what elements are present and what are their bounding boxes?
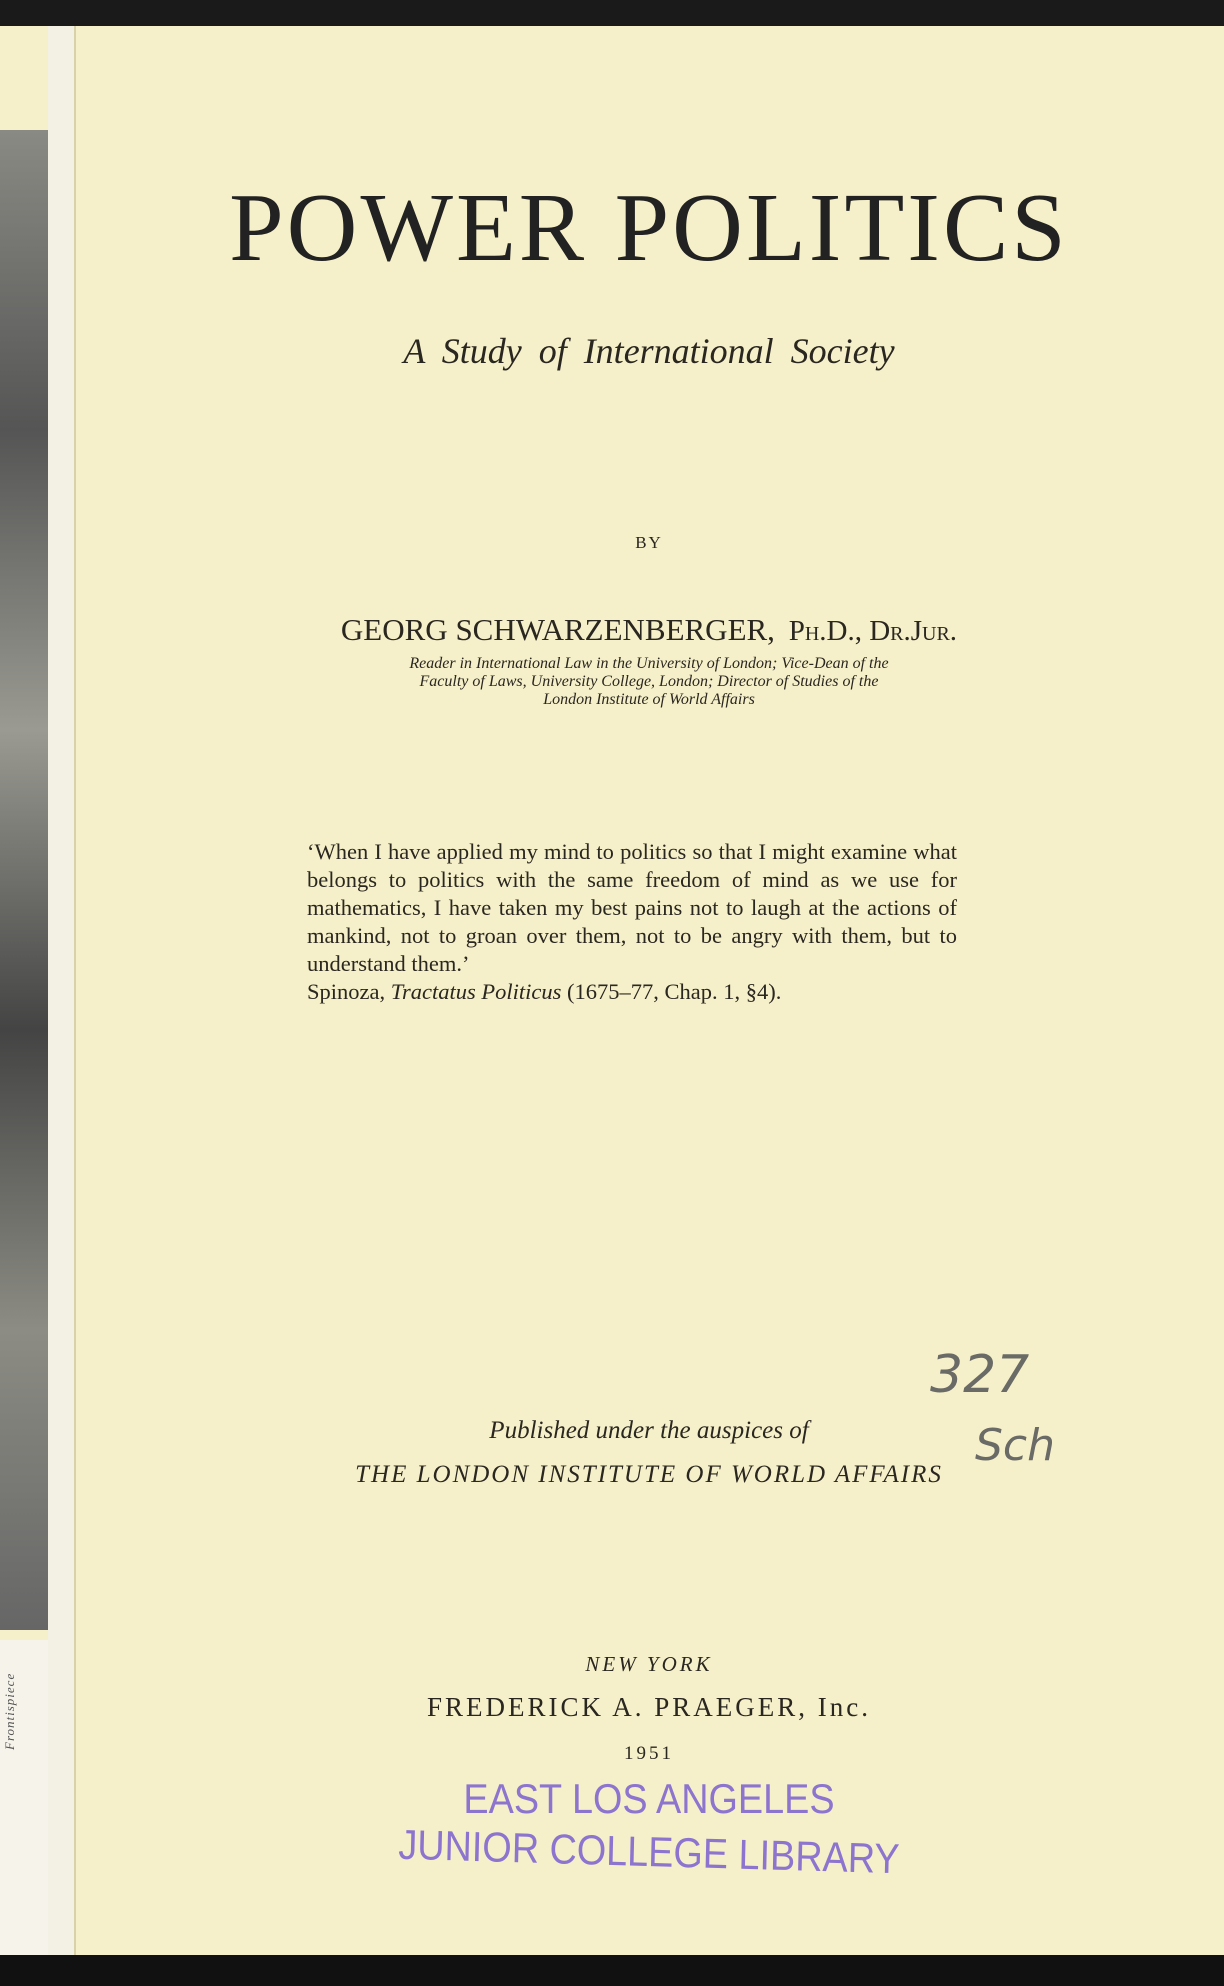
call-number-handwritten: 327 [930, 1345, 1030, 1405]
imprint-year: 1951 [624, 1743, 674, 1764]
frontispiece-image [0, 130, 48, 1630]
affiliation-line: London Institute of World Affairs [543, 691, 755, 708]
scan-bottom-edge [0, 1955, 1224, 1986]
imprint-publisher: FREDERICK A. PRAEGER, Inc. [426, 1692, 872, 1722]
scan-top-edge [0, 0, 1224, 26]
library-stamp-line2: JUNIOR COLLEGE LIBRARY [397, 1820, 901, 1883]
affiliation-line: Reader in International Law in the University of London; Vice-Dean of the [409, 655, 889, 672]
auspices-line: Published under the auspices of [489, 1417, 809, 1444]
author-affiliation [74, 655, 1224, 709]
call-number-author-handwritten: Sch [975, 1420, 1056, 1471]
book-title: POWER POLITICS [229, 174, 1069, 282]
imprint-city: NEW YORK [585, 1652, 713, 1676]
epigraph-source-work: Tractatus Politicus [390, 979, 562, 1004]
auspices-institute: THE LONDON INSTITUTE OF WORLD AFFAIRS [355, 1461, 943, 1488]
library-stamp-line1: EAST LOS ANGELES [463, 1775, 835, 1822]
author-degrees: Ph.D., Dr.Jur. [788, 615, 958, 647]
page-gutter [48, 26, 76, 1956]
author-line [74, 612, 1224, 648]
epigraph-quote: ‘When I have applied my mind to politics so that I might examine what belongs to politics with the same freedom of mind as we use for mathematics, I have taken my best pains not to laugh at the actions of mankind, not to groan over them, not to be angry with them, but to understand them.’ [307, 839, 957, 976]
by-line: BY [635, 533, 663, 552]
book-subtitle: A Study of International Society [403, 331, 895, 371]
epigraph-source-author: Spinoza, [307, 979, 386, 1004]
affiliation-line: Faculty of Laws, University College, London; Director of Studies of the [419, 673, 879, 690]
frontispiece-label: Frontispiece [2, 1672, 17, 1750]
epigraph-source-detail: (1675–77, Chap. 1, §4). [567, 979, 782, 1004]
author-name: GEORG SCHWARZENBERGER, [340, 612, 775, 647]
epigraph [307, 838, 957, 1006]
